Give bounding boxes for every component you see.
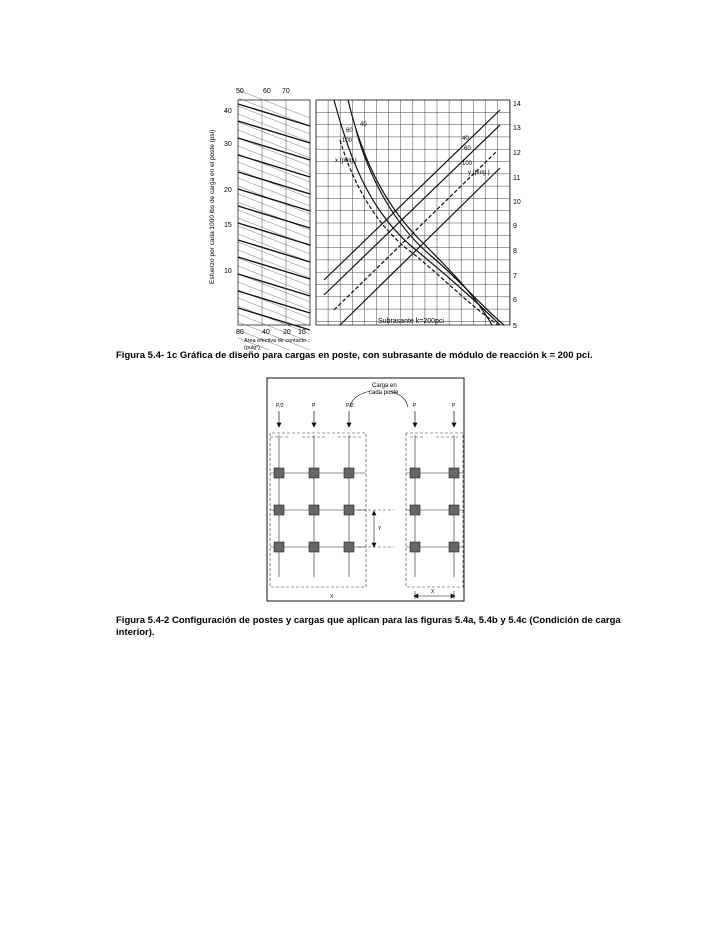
post	[449, 542, 459, 552]
bottom-axis-title-line2: (pulg²)	[244, 345, 260, 350]
left-axis-title: Esfuerzo por cada 1000 lbs de carga en el poste (psi)	[209, 129, 216, 284]
bold-guide-line	[238, 257, 310, 279]
hatch-line	[238, 234, 310, 262]
left-tick-20: 20	[224, 187, 232, 194]
hatch-line	[238, 282, 310, 310]
bottom-tick-10: 10	[298, 329, 306, 336]
bottom-tick-80: 80	[236, 329, 244, 336]
curve-label-60-right: 60	[464, 146, 471, 152]
post	[449, 468, 459, 478]
hatch-line	[238, 122, 310, 150]
load-label-p-a: P	[312, 403, 316, 409]
bottom-tick-40: 40	[262, 329, 270, 336]
bold-guide-line	[238, 206, 310, 228]
post	[274, 505, 284, 515]
bold-guide-line	[238, 240, 310, 262]
post	[410, 505, 420, 515]
post	[309, 505, 319, 515]
post	[410, 468, 420, 478]
top-axis-label-70: 70	[282, 88, 290, 95]
post	[274, 542, 284, 552]
post-layout-figure	[266, 377, 466, 603]
right-tick-14: 14	[513, 101, 521, 108]
bottom-axis-title-line1: Area efectiva de contacto	[244, 338, 307, 344]
hatch-line	[238, 250, 310, 278]
right-tick-11: 11	[513, 175, 521, 182]
x-dimension-label-right: X	[431, 589, 435, 595]
right-tick-10: 10	[513, 199, 521, 206]
bold-guide-line	[238, 172, 310, 194]
y-dimension-label: Y	[378, 526, 382, 532]
top-axis-label-60: 60	[263, 88, 271, 95]
load-arrows	[277, 411, 456, 427]
left-tick-15: 15	[224, 222, 232, 229]
curve-label-100-left: 100	[342, 138, 353, 144]
bold-guide-line	[238, 274, 310, 296]
right-tick-5: 5	[513, 323, 517, 330]
hatch-line	[238, 274, 310, 302]
post	[344, 468, 354, 478]
hatch-line	[238, 146, 310, 174]
post	[344, 542, 354, 552]
x-dimension-label-left: X	[330, 594, 334, 600]
post	[344, 505, 354, 515]
hatch-line	[238, 98, 310, 126]
curve-label-40-left: 40	[360, 122, 367, 128]
left-tick-10: 10	[224, 268, 232, 275]
design-chart-figure	[200, 80, 540, 350]
hatch-line	[238, 242, 310, 270]
post	[309, 468, 319, 478]
bold-guide-line	[238, 104, 310, 126]
bold-guide-line	[238, 189, 310, 211]
hatch-line	[238, 258, 310, 286]
load-label-p-c: P	[452, 403, 456, 409]
post	[410, 542, 420, 552]
right-tick-8: 8	[513, 248, 517, 255]
x-dimension-right	[414, 591, 455, 599]
left-panel-frame	[238, 100, 310, 325]
bottom-tick-20: 20	[283, 329, 291, 336]
right-tick-6: 6	[513, 297, 517, 304]
hatch-line	[238, 90, 310, 118]
curve-label-100-right: 100	[462, 161, 473, 167]
hatch-line	[238, 106, 310, 134]
hatch-line	[238, 138, 310, 166]
hatch-line	[238, 266, 310, 294]
right-tick-12: 12	[513, 150, 521, 157]
load-label-p-b: P	[413, 403, 417, 409]
hatch-line	[238, 130, 310, 158]
post-grid	[270, 435, 463, 577]
load-labels	[276, 403, 456, 409]
hatch-line	[238, 114, 310, 142]
bold-guide-line	[238, 138, 310, 160]
figure2-title-line2: cada poste	[369, 390, 399, 396]
subgrade-label: Subrasante k=200pci	[378, 318, 444, 325]
right-tick-7: 7	[513, 273, 517, 280]
bold-guide-line	[238, 308, 310, 330]
load-label-p2-a: P/2	[276, 403, 284, 409]
figure2-title-line1: Carga en	[372, 383, 397, 389]
post	[309, 542, 319, 552]
left-tick-40: 40	[224, 108, 232, 115]
curve-label-40-right: 40	[462, 136, 469, 142]
figure2-caption: Figura 5.4-2 Configuración de postes y cargas que aplican para las figuras 5.4a, 5.4b y 5.4c (Condición de carga interior).	[116, 615, 621, 638]
right-ticks	[513, 101, 521, 330]
curve-label-x: x (pulg.)	[335, 158, 357, 164]
top-axis-label-50: 50	[236, 88, 244, 95]
post	[449, 505, 459, 515]
descending-curves	[334, 100, 504, 325]
hatch-line	[238, 226, 310, 254]
y-dimension	[372, 511, 376, 547]
curve-label-y: y (pulg.)	[468, 170, 490, 176]
figure1-caption: Figura 5.4- 1c Gráfica de diseño para cargas en poste, con subrasante de módulo de reacción k = 200 pci.	[116, 350, 593, 361]
bold-guide-line	[238, 121, 310, 143]
right-tick-9: 9	[513, 223, 517, 230]
post	[274, 468, 284, 478]
right-tick-13: 13	[513, 125, 521, 132]
figure2-frame	[267, 378, 464, 601]
load-label-p2-b: P/2	[346, 403, 354, 409]
left-tick-30: 30	[224, 141, 232, 148]
curve-label-60-left: 60	[346, 128, 353, 134]
